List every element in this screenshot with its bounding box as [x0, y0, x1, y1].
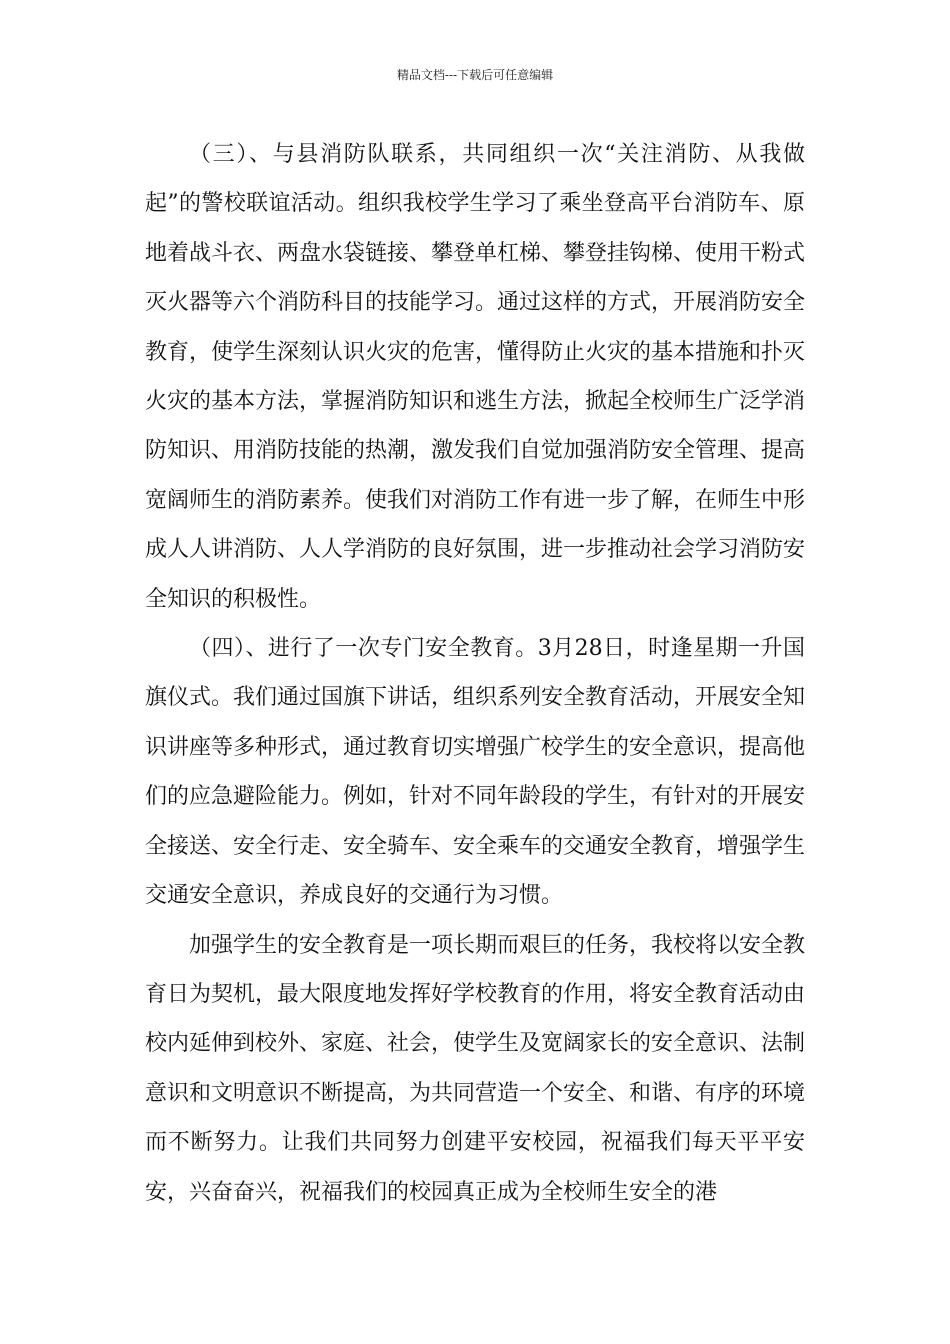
document-body [145, 130, 805, 1217]
paragraph-safety-education: （四）、进行了一次专门安全教育。3月28日，时逢星期一升国旗仪式。我们通过国旗下讲话，组织系列安全教育活动，开展安全知识讲座等多种形式，通过教育切实增强广校学生的安全意识，提高他们的应急避险能力。例如，针对不同年龄段的学生，有针对的开展安全接送、安全行走、安全骑车、安全乘车的交通安全教育，增强学生交通安全意识，养成良好的交通行为习惯。 [145, 636, 806, 909]
paragraph-fire-safety: （三）、与县消防队联系，共同组织一次“关注消防、从我做起”的警校联谊活动。组织我校学生学习了乘坐登高平台消防车、原地着战斗衣、两盘水袋链接、攀登单杠梯、攀登挂钩梯、使用干粉式灭火器等六个消防科目的技能学习。通过这样的方式，开展消防安全教育，使学生深刻认识火灾的危害，懂得防止火灾的基本措施和扑灭火灾的基本方法，掌握消防知识和逃生方法，掀起全校师生广泛学消防知识、用消防技能的热潮，激发我们自觉加强消防安全管理、提高宽阔师生的消防素养。使我们对消防工作有进一步了解，在师生中形成人人讲消防、人人学消防的良好氛围，进一步推动社会学习消防安全知识的积极性。 [145, 142, 806, 612]
paragraph-conclusion: 加强学生的安全教育是一项长期而艰巨的任务，我校将以安全教育日为契机，最大限度地发挥好学校教育的作用，将安全教育活动由校内延伸到校外、家庭、社会，使学生及宽阔家长的安全意识、法制意识和文明意识不断提高，为共同营造一个安全、和谐、有序的环境而不断努力。让我们共同努力创建平安校园，祝福我们每天平平安安，兴奋奋兴，祝福我们的校园真正成为全校师生安全的港 [145, 932, 806, 1205]
page-header: 精品文档---下载后可任意编辑 [396, 68, 554, 82]
